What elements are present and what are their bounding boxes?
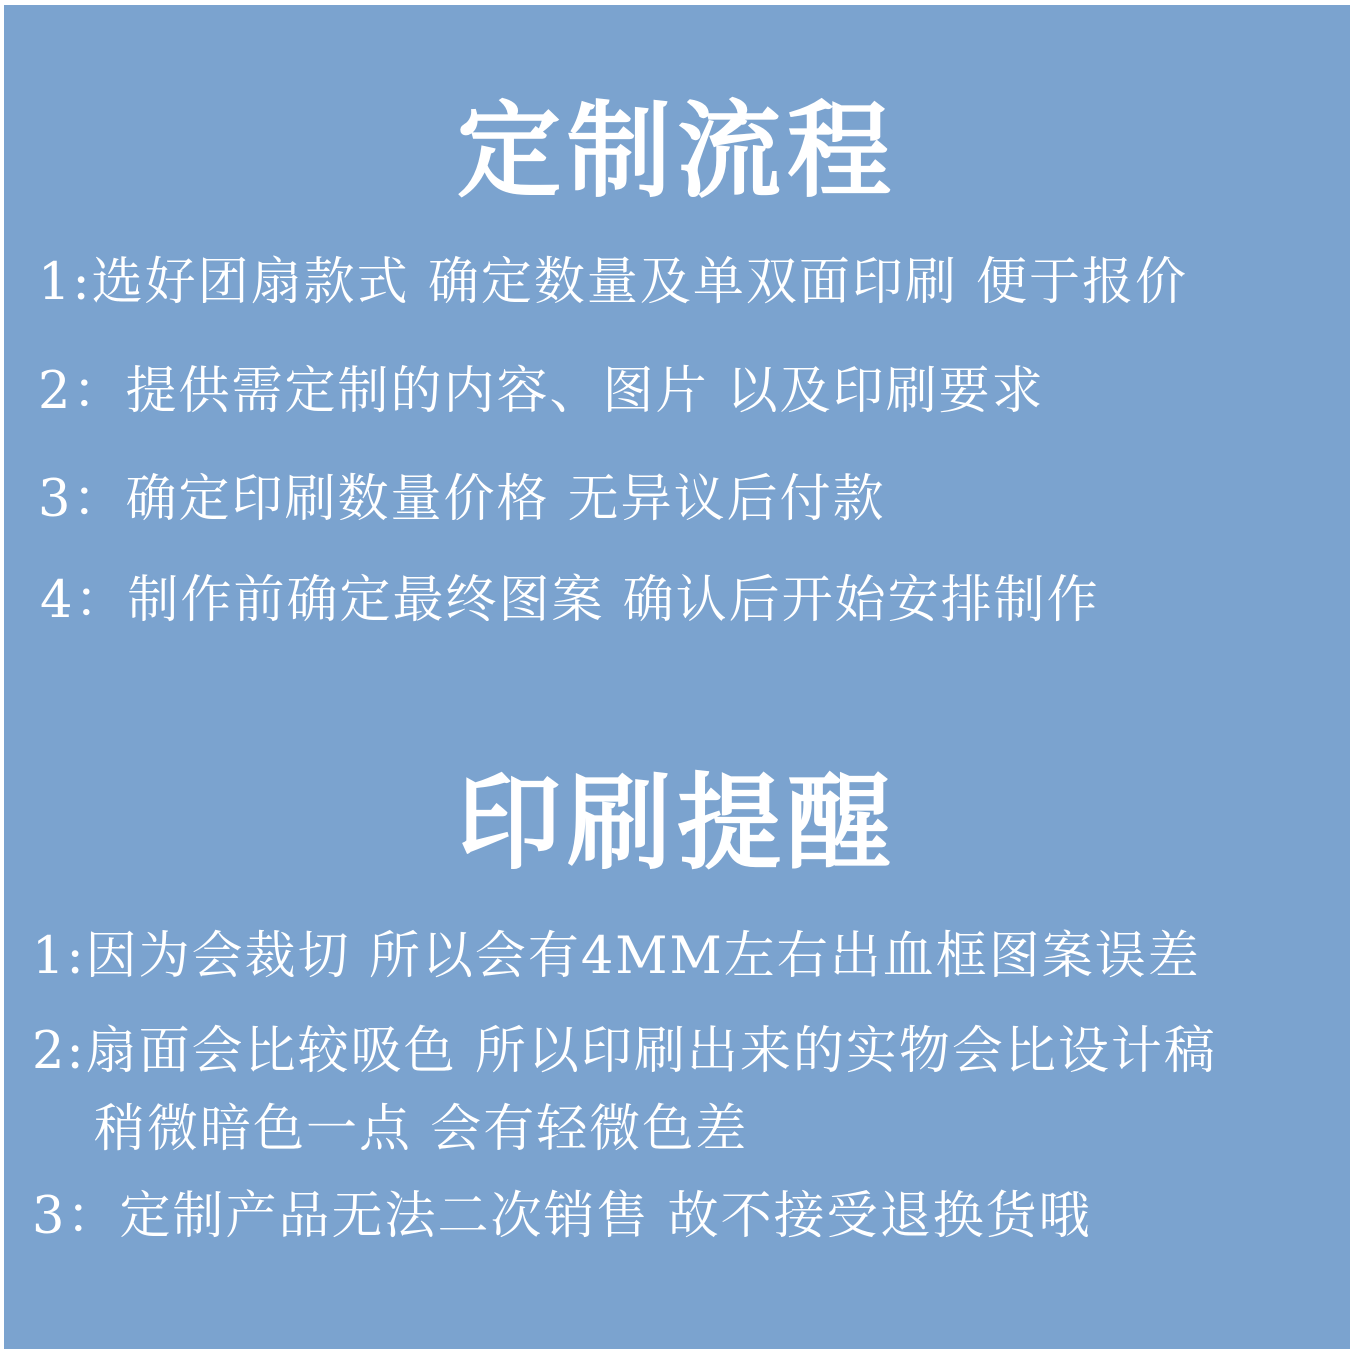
print-reminder-title: 印刷提醒 [456, 761, 897, 884]
reminder-item-1: 1:因为会裁切 所以会有4MM左右出血框图案误差 [32, 927, 1201, 986]
process-step-1: 1:选好团扇款式 确定数量及单双面印刷 便于报价 [38, 253, 1189, 312]
info-panel [4, 5, 1350, 1349]
custom-process-title: 定制流程 [456, 89, 897, 212]
process-step-4: 4：制作前确定最终图案 确认后开始安排制作 [40, 571, 1100, 630]
process-step-2: 2：提供需定制的内容、图片 以及印刷要求 [38, 362, 1045, 421]
process-step-3: 3：确定印刷数量价格 无异议后付款 [38, 470, 886, 529]
reminder-item-3: 3：定制产品无法二次销售 故不接受退换货哦 [32, 1187, 1092, 1246]
reminder-item-2: 2:扇面会比较吸色 所以印刷出来的实物会比设计稿 [32, 1022, 1217, 1081]
reminder-item-2-continued: 稍微暗色一点 会有轻微色差 [94, 1100, 749, 1159]
